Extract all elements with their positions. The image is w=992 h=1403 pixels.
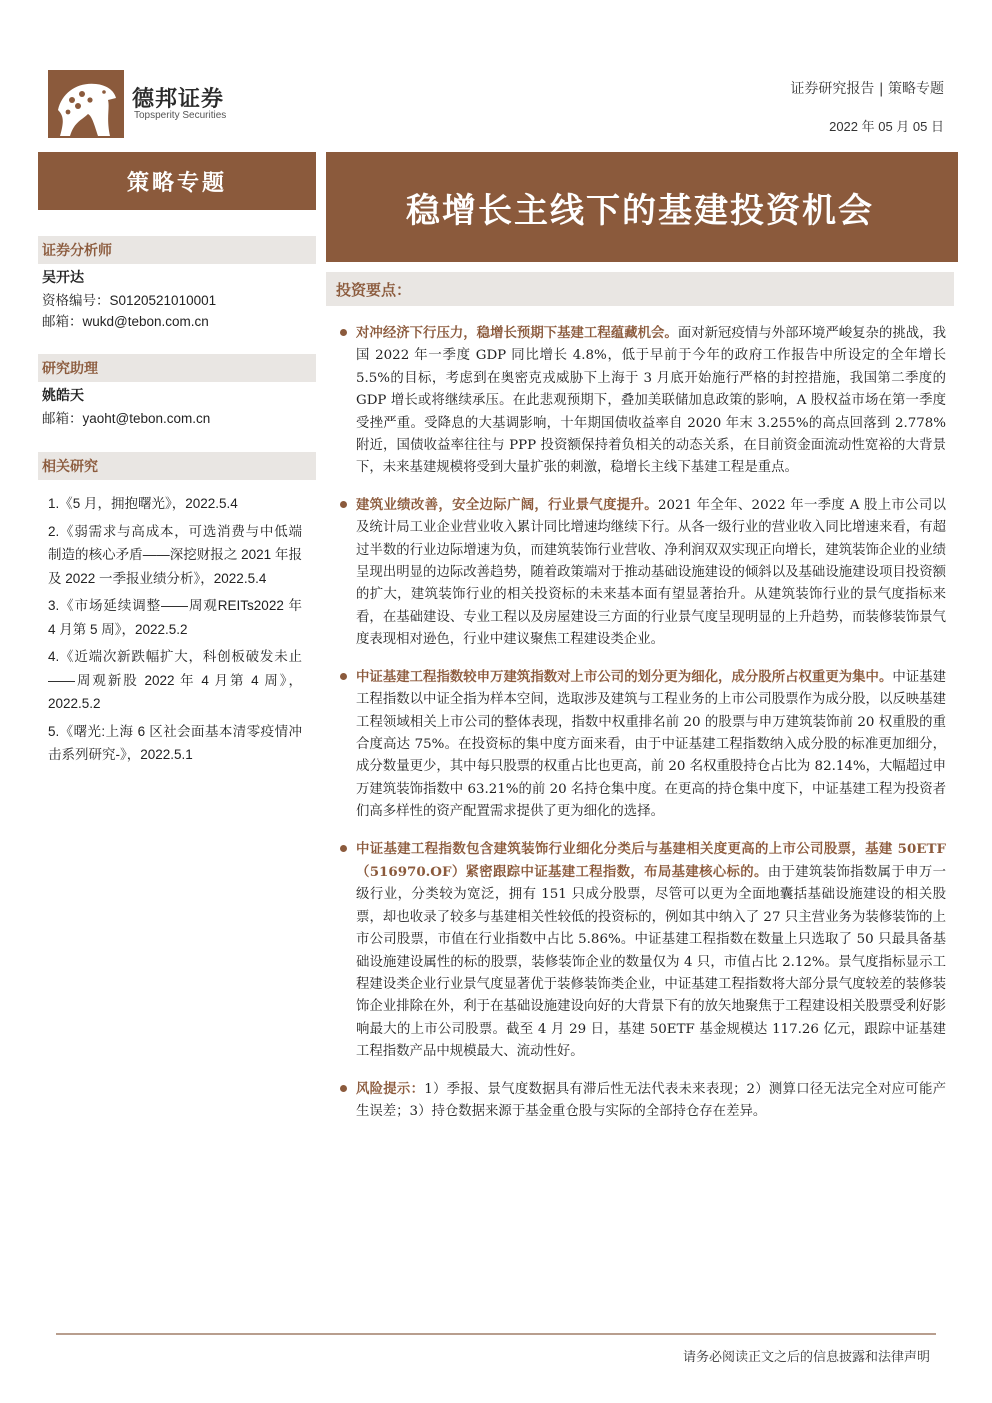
related-research-item[interactable]: 3.《市场延续调整——周观REITs2022 年 4 月第 5 周》，2022.5.2 [48, 598, 302, 637]
assistant-section-head: 研究助理 [38, 354, 316, 382]
key-point-lead: 对冲经济下行压力，稳增长预期下基建工程蕴藏机会。 [356, 325, 678, 341]
analyst-name: 吴开达 [42, 270, 84, 286]
key-points-content [336, 322, 946, 1137]
related-research-item[interactable]: 5.《曙光:上海 6 区社会面基本清零疫情冲击系列研究-》，2022.5.1 [48, 723, 302, 762]
report-type: 证券研究报告 | 策略专题 [790, 81, 944, 97]
page-title: 稳增长主线下的基建投资机会 [326, 152, 954, 262]
analyst-cert: 资格编号：S0120521010001 [42, 293, 217, 308]
related-research-item[interactable]: 4.《近端次新跌幅扩大，科创板破发未止——周观新股 2022 年 4 月第 4 周》，2022.5.2 [48, 649, 302, 711]
brand-name-cn: 德邦证券 [132, 87, 225, 112]
bullet-dot-icon [340, 1085, 347, 1092]
analyst-email: 邮箱：wukd@tebon.com.cn [42, 314, 209, 329]
report-date: 2022 年 05 月 05 日 [829, 119, 944, 134]
footer-disclaimer-link[interactable]: 请务必阅读正文之后的信息披露和法律声明 [682, 1350, 930, 1365]
category-banner: 策略专题 [38, 152, 316, 210]
risk-warning-paragraph [336, 1078, 946, 1124]
key-point-paragraph [336, 322, 946, 480]
brand-name-en: Topsperity Securities [134, 110, 227, 121]
key-point-lead: 中证基建工程指数较申万建筑指数对上市公司的划分更为细化，成分股所占权重更为集中。 [356, 668, 893, 685]
related-research-item[interactable]: 1.《5 月，拥抱曙光》，2022.5.4 [48, 496, 238, 511]
bullet-dot-icon [340, 845, 347, 852]
risk-warning-lead: 风险提示： [356, 1080, 425, 1097]
bullet-dot-icon [340, 329, 347, 336]
key-point-paragraph [336, 838, 946, 1064]
bullet-dot-icon [340, 501, 347, 508]
related-research-item[interactable]: 2.《弱需求与高成本，可选消费与中低端制造的核心矛盾——深挖财报之 2021 年报及 2022 一季报业绩分析》，2022.5.4 [48, 523, 302, 586]
analyst-section-head: 证券分析师 [38, 236, 316, 264]
key-point-lead: 中证基建工程指数包含建筑装饰行业细化分类后与基建相关度更高的上市公司股票，基建 50ETF（516970.OF）紧密跟踪中证基建工程指数，布局基建核心标的。 [356, 840, 946, 880]
assistant-email: 邮箱：yaoht@tebon.com.cn [42, 411, 211, 426]
brand-logo-icon [48, 70, 124, 138]
assistant-name: 姚皓天 [42, 388, 84, 404]
key-point-body: 中证基建工程指数以中证全指为样本空间，选取涉及建筑与工程业务的上市公司股票作为成分股，以反映基建工程领域相关上市公司的整体表现，指数中权重排名前 20 的股票与申万建筑装饰前 20 权重股的重合度高达 75%。在投资标的集中度方面来看，由于中证基建工程指数纳入成分股的标准更加细分，成分数量更少，其中每只股票的权重占比也更高，前 20 名权重股持仓占比为 82.14%，大幅超过申万建筑装饰指数中 63.21%的前 20 名持仓集中度。在更高的持仓集中度下，中证基建工程为投资者们高多样性的资产配置需求提供了更为细化的选择。 [356, 669, 947, 820]
title-accent-bar [954, 152, 958, 262]
key-point-body: 2021 年全年、2022 年一季度 A 股上市公司以及统计局工业企业营业收入累计同比增速均继续下行。从各一级行业的营业收入同比增速来看，有超过半数的行业边际增速为负，而建筑装饰行业营收、净利润双双实现正向增长，建筑装饰企业的业绩呈现出明显的边际改善趋势，随着政策端对于推动基础设施建设的倾斜以及基础设施建设项目投资额的扩大，建筑装饰行业的相关投资标的未来基本面有望显著抬升。从建筑装饰行业的景气度指标来看，在基础建设、专业工程以及房屋建设三方面的行业景气度呈现明显的上升趋势，而装修装饰景气度表现相对逊色，行业中建议聚焦工程建设类企业。 [356, 497, 947, 648]
related-research-list [48, 492, 302, 771]
risk-warning-body: 1）季报、景气度数据具有滞后性无法代表未来表现；2）测算口径无法完全对应可能产生误差；3）持仓数据来源于基金重仓股与实际的全部持仓存在差异。 [356, 1081, 946, 1119]
bullet-dot-icon [340, 673, 347, 680]
footer-divider [56, 1333, 936, 1335]
key-points-head: 投资要点： [326, 272, 954, 306]
key-point-body: 由于建筑装饰指数属于申万一级行业，分类较为宽泛，拥有 151 只成分股票，尽管可以更为全面地囊括基础设施建设的相关股票，却也收录了较多与基建相关性较低的投资标的，例如其中纳入了 27 只主营业务为装修装饰的上市公司股票，市值在行业指数中占比 5.86%。中证基建工程指数在数量上只选取了 50 只最具备基础设施建设属性的标的股票，装修装饰企业的数量仅为 4 只，市值占比 2.12%。景气度指标显示工程建设类企业行业景气度显著优于装修装饰类企业，中证基建工程指数将大部分景气度较差的装修装饰企业排除在外，利于在基础设施建设向好的大背景下有的放矢地聚焦于工程建设相关股票受利好影响最大的上市公司股票。截至 4 月 29 日，基建 50ETF 基金规模达 117.26 亿元，跟踪中证基建工程指数产品中规模最大、流动性好。 [356, 864, 946, 1060]
related-section-head: 相关研究 [38, 452, 316, 480]
key-point-paragraph [336, 494, 946, 652]
key-point-paragraph [336, 666, 946, 824]
key-point-lead: 建筑业绩改善，安全边际广阔，行业景气度提升。 [356, 496, 658, 513]
key-point-body: 面对新冠疫情与外部环境严峻复杂的挑战，我国 2022 年一季度 GDP 同比增长 4.8%，低于早前于今年的政府工作报告中所设定的全年增长 5.5%的目标，考虑到在奥密克戎威胁下上海于 3 月底开始施行严格的封控措施，我国第二季度的 GDP 增长或将继续承压。在此悲观预期下，叠加美联储加息政策的影响，A 股权益市场在第一季度受挫严重。受降息的大基调影响，十年期国债收益率自 2020 年末 3.255%的高点回落到 2.778%附近，国债收益率往往与 PPP 投资额保持着负相关的动态关系，在目前资金面流动性宽裕的大背景下，未来基建规模将受到大量扩张的刺激，稳增长主线下基建工程是重点。 [356, 326, 946, 476]
